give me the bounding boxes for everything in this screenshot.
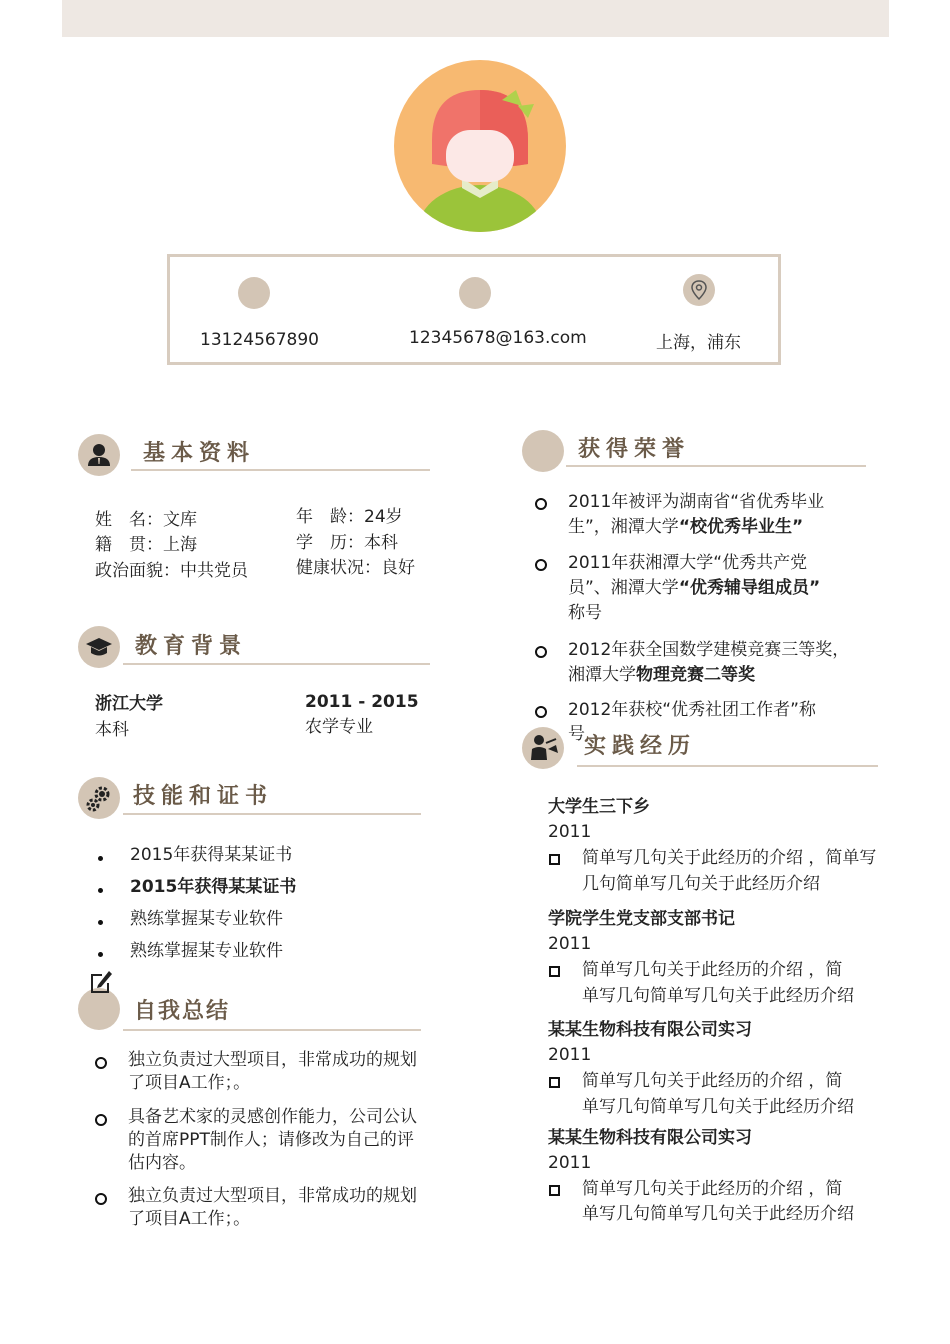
practice-year: 2011 — [548, 1153, 592, 1173]
location-text: 上海，浦东 — [656, 333, 741, 353]
section-title-practice: 实践经历 — [584, 734, 697, 759]
practice-desc: 简单写几句关于此经历的介绍 ，简 — [582, 1179, 843, 1199]
divider — [131, 469, 430, 471]
degree-row: 学 历：本科 — [296, 533, 398, 553]
political-row: 政治面貌：中共党员 — [95, 561, 248, 581]
name-row: 姓 名：文库 — [95, 510, 197, 530]
school-name: 浙江大学 — [95, 694, 163, 714]
bullet — [535, 559, 547, 571]
top-banner — [62, 0, 889, 37]
bullet — [549, 1077, 560, 1088]
divider — [566, 465, 866, 467]
section-title-basic: 基本资料 — [143, 441, 256, 466]
summary-item: 独立负责过大型项目，非常成功的规划了项目A工作；。 — [128, 1186, 417, 1229]
section-title-education: 教育背景 — [135, 634, 248, 659]
skill-item: 2015年获得某某证书 — [130, 845, 293, 865]
honor-line: 2012年获全国数学建模竞赛三等奖， — [568, 640, 850, 660]
location-pin-icon — [683, 274, 715, 306]
phone-text: 13124567890 — [200, 330, 319, 350]
bullet — [535, 646, 547, 658]
bullet — [95, 1114, 107, 1126]
skill-item: 熟练掌握某专业软件 — [130, 909, 283, 929]
practice-org: 某某生物科技有限公司实习 — [548, 1128, 752, 1148]
practice-year: 2011 — [548, 822, 592, 842]
practice-desc: 单写几句简单写几句关于此经历介绍 — [582, 986, 854, 1006]
school-level: 本科 — [95, 720, 129, 740]
gear-icon — [78, 777, 120, 819]
honor-line: 生”，湘潭大学“校优秀毕业生” — [568, 517, 804, 537]
practice-desc: 简单写几句关于此经历的介绍 ，简单写 — [582, 848, 877, 868]
section-title-skills: 技能和证书 — [133, 784, 274, 809]
practice-desc: 简单写几句关于此经历的介绍 ，简 — [582, 1071, 843, 1091]
bullet — [549, 966, 560, 977]
honor-line: 员”、湘潭大学“优秀辅导组成员” — [568, 578, 821, 598]
section-title-honors: 获得荣誉 — [578, 437, 691, 462]
bullet — [98, 856, 103, 861]
divider — [123, 813, 421, 815]
presenter-icon — [522, 727, 564, 769]
practice-org: 某某生物科技有限公司实习 — [548, 1020, 752, 1040]
school-major: 农学专业 — [305, 717, 373, 737]
email-text: 12345678@163.com — [409, 328, 587, 348]
practice-year: 2011 — [548, 934, 592, 954]
divider — [123, 663, 430, 665]
person-icon — [78, 434, 120, 476]
divider — [123, 1029, 421, 1031]
edit-icon — [88, 968, 114, 996]
bullet — [549, 854, 560, 865]
practice-desc: 单写几句简单写几句关于此经历介绍 — [582, 1097, 854, 1117]
avatar — [394, 60, 566, 232]
bullet — [549, 1185, 560, 1196]
bullet — [95, 1057, 107, 1069]
bullet — [98, 952, 103, 957]
age-row: 年 龄：24岁 — [296, 507, 403, 527]
graduation-cap-icon — [78, 626, 120, 668]
summary-item: 具备艺术家的灵感创作能力，公司公认的首席PPT制作人；请修改为自己的评估内容。 — [128, 1107, 417, 1173]
bullet — [98, 888, 103, 893]
honor-line: 2011年获湘潭大学“优秀共产党 — [568, 553, 808, 573]
health-row: 健康状况：良好 — [296, 558, 415, 578]
school-years: 2011 - 2015 — [305, 692, 419, 712]
honor-line: 称号 — [568, 603, 602, 623]
email-icon — [459, 277, 491, 309]
practice-year: 2011 — [548, 1045, 592, 1065]
bullet — [95, 1193, 107, 1205]
skill-item: 2015年获得某某证书 — [130, 877, 297, 897]
practice-desc: 简单写几句关于此经历的介绍 ，简 — [582, 960, 843, 980]
phone-icon — [238, 277, 270, 309]
practice-desc: 几句简单写几句关于此经历介绍 — [582, 874, 820, 894]
honor-line: 湘潭大学物理竞赛二等奖 — [568, 665, 755, 685]
honor-icon — [522, 430, 564, 472]
practice-org: 大学生三下乡 — [548, 797, 650, 817]
summary-item: 独立负责过大型项目，非常成功的规划了项目A工作；。 — [128, 1050, 417, 1093]
honor-line: 2012年获校“优秀社团工作者”称 — [568, 700, 816, 720]
bullet — [535, 706, 547, 718]
divider — [577, 765, 878, 767]
bullet — [98, 920, 103, 925]
origin-row: 籍 贯：上海 — [95, 535, 197, 555]
honor-line: 号 — [568, 724, 585, 744]
practice-org: 学院学生党支部支部书记 — [548, 909, 735, 929]
practice-desc: 单写几句简单写几句关于此经历介绍 — [582, 1204, 854, 1224]
bullet — [535, 498, 547, 510]
honor-line: 2011年被评为湖南省“省优秀毕业 — [568, 492, 825, 512]
skill-item: 熟练掌握某专业软件 — [130, 941, 283, 961]
section-title-summary: 自我总结 — [134, 999, 231, 1024]
